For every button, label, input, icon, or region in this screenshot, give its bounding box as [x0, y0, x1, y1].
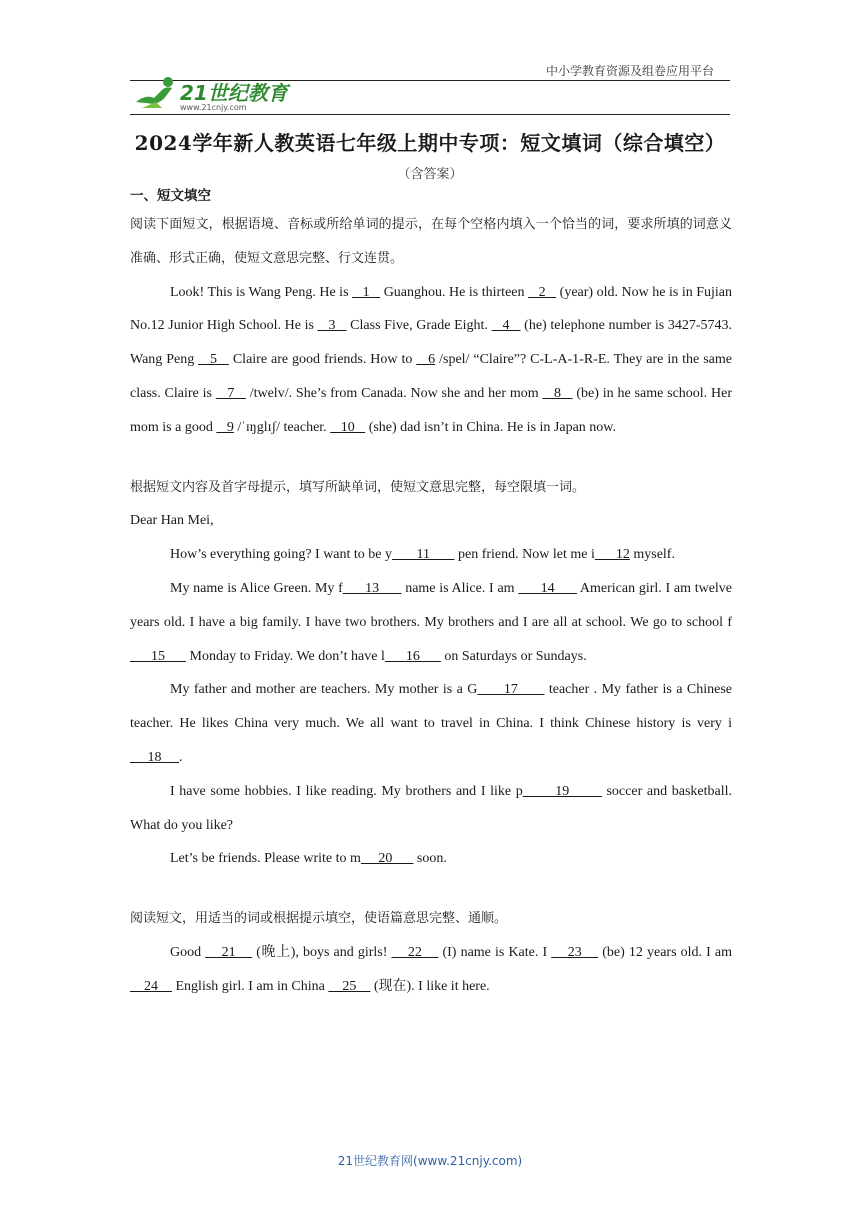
passage-text: .	[179, 749, 183, 765]
letter-paragraph-4	[130, 775, 732, 843]
passage-text: /spel/ “Claire”? C-L-A-1-R-E. They are in the same class. Claire is	[130, 352, 732, 401]
logo-text: 21世纪教育	[180, 81, 288, 105]
letter-paragraph-1	[130, 538, 732, 572]
answer-blank: 11	[392, 547, 455, 563]
answer-blank: 18	[130, 749, 179, 765]
passage-text: (晚上), boys and girls!	[252, 944, 392, 960]
document-body	[130, 184, 732, 1004]
answer-blank: 12	[594, 547, 630, 563]
passage-text: (she) dad isn’t in China. He is in Japan now.	[365, 419, 616, 435]
answer-blank: 2	[528, 284, 557, 300]
answer-blank: 1	[352, 284, 381, 300]
passage-text: I have some hobbies. I like reading. My brothers and I like p	[170, 783, 523, 799]
answer-blank: 7	[215, 385, 246, 401]
answer-blank: 21	[205, 944, 253, 960]
answer-blank: 10	[330, 419, 366, 435]
answer-blank: 16	[384, 648, 441, 664]
answer-blank: 13	[342, 580, 402, 596]
answer-blank: 15	[130, 648, 186, 664]
letter-paragraph-2	[130, 572, 732, 673]
passage-text: /ˈɪŋglɪʃ/ teacher.	[233, 419, 331, 435]
passage-text: How’s everything going? I want to be y	[170, 547, 393, 563]
passage-text: Class Five, Grade Eight.	[346, 318, 492, 334]
answer-blank: 3	[317, 318, 347, 334]
passage-text: /twelv/. She’s from Canada. Now she and her mom	[245, 385, 543, 401]
section1-passage	[130, 276, 732, 445]
passage-text: (be) 12 years old. I am	[598, 944, 733, 960]
page-subtitle: （含答案）	[397, 167, 463, 182]
passage-text: pen friend. Now let me i	[454, 547, 595, 563]
answer-blank: 24	[130, 978, 172, 994]
logo	[132, 72, 302, 114]
passage-text: My name is Alice Green. My f	[170, 580, 343, 596]
passage-text: Monday to Friday. We don’t have l	[186, 648, 385, 664]
logo-url: www.21cnjy.com	[180, 103, 247, 112]
passage-text: Good	[170, 944, 206, 960]
passage-text: teacher . My father is a Chinese teacher. He likes China very much. We all want to travel in China. I think Chinese history is very i	[130, 682, 733, 732]
passage-text: English girl. I am in China	[172, 978, 329, 994]
answer-blank: 6	[416, 352, 436, 368]
passage-text: American girl. I am twelve years old. I have a big family. I have two brothers. My brothers and I are all at school. We go to school f	[130, 580, 733, 630]
letter-paragraph-3	[130, 673, 732, 774]
passage-text: (year) old. Now he is in Fujian No.12 Junior High School. He is	[130, 284, 733, 334]
section1-instruction: 阅读下面短文，根据语境、音标或所给单词的提示，在每个空格内填入一个恰当的词，要求所填的词意义准确、形式正确，使短文意思完整、行文连贯。	[130, 217, 732, 266]
passage-text: on Saturdays or Sundays.	[440, 648, 587, 664]
passage-text: My father and mother are teachers. My mother is a G	[170, 682, 478, 698]
passage-text: soon.	[413, 851, 447, 867]
passage-text: Let’s be friends. Please write to m	[170, 851, 361, 867]
runner-logo-icon	[132, 72, 302, 114]
passage-text: (be) in he same school. Her mom is a good	[130, 385, 733, 435]
answer-blank: 19	[522, 783, 602, 799]
platform-label: 中小学教育资源及组卷应用平台	[545, 64, 714, 78]
answer-blank: 23	[551, 944, 599, 960]
answer-blank: 4	[491, 318, 521, 334]
passage-text: name is Alice. I am	[401, 580, 519, 596]
passage-text: soccer and basketball. What do you like?	[130, 783, 732, 833]
answer-blank: 17	[477, 682, 545, 698]
header-rule-bottom	[130, 114, 730, 115]
passage-text: (现在). I like it here.	[370, 978, 490, 994]
answer-blank: 20	[360, 851, 414, 867]
passage-text: (I) name is Kate. I	[438, 944, 552, 960]
section3-instruction: 阅读短文，用适当的词或根据提示填空，使语篇意思完整、通顺。	[130, 911, 508, 927]
section2-instruction: 根据短文内容及首字母提示，填写所缺单词，使短文意思完整，每空限填一词。	[130, 479, 586, 495]
section3-passage	[130, 936, 732, 1004]
answer-blank: 8	[542, 385, 573, 401]
answer-blank: 9	[216, 419, 234, 435]
letter-salutation: Dear Han Mei,	[130, 513, 214, 529]
answer-blank: 25	[328, 978, 371, 994]
answer-blank: 22	[391, 944, 439, 960]
section-heading: 一、短文填空	[130, 188, 211, 204]
passage-text: Claire are good friends. How to	[228, 352, 417, 368]
answer-blank: 5	[198, 352, 229, 368]
answer-blank: 14	[518, 580, 577, 596]
passage-text: Look! This is Wang Peng. He is	[170, 284, 353, 300]
passage-text: myself.	[629, 547, 675, 563]
footer-source: 21世纪教育网(www.21cnjy.com)	[337, 1154, 523, 1168]
page-title: 2024学年新人教英语七年级上期中专项：短文填词（综合填空）	[134, 131, 726, 155]
passage-text: (he) telephone number is 3427-5743. Wang Peng	[130, 318, 733, 368]
passage-text: Guanghou. He is thirteen	[380, 284, 529, 300]
letter-paragraph-5	[130, 842, 732, 876]
